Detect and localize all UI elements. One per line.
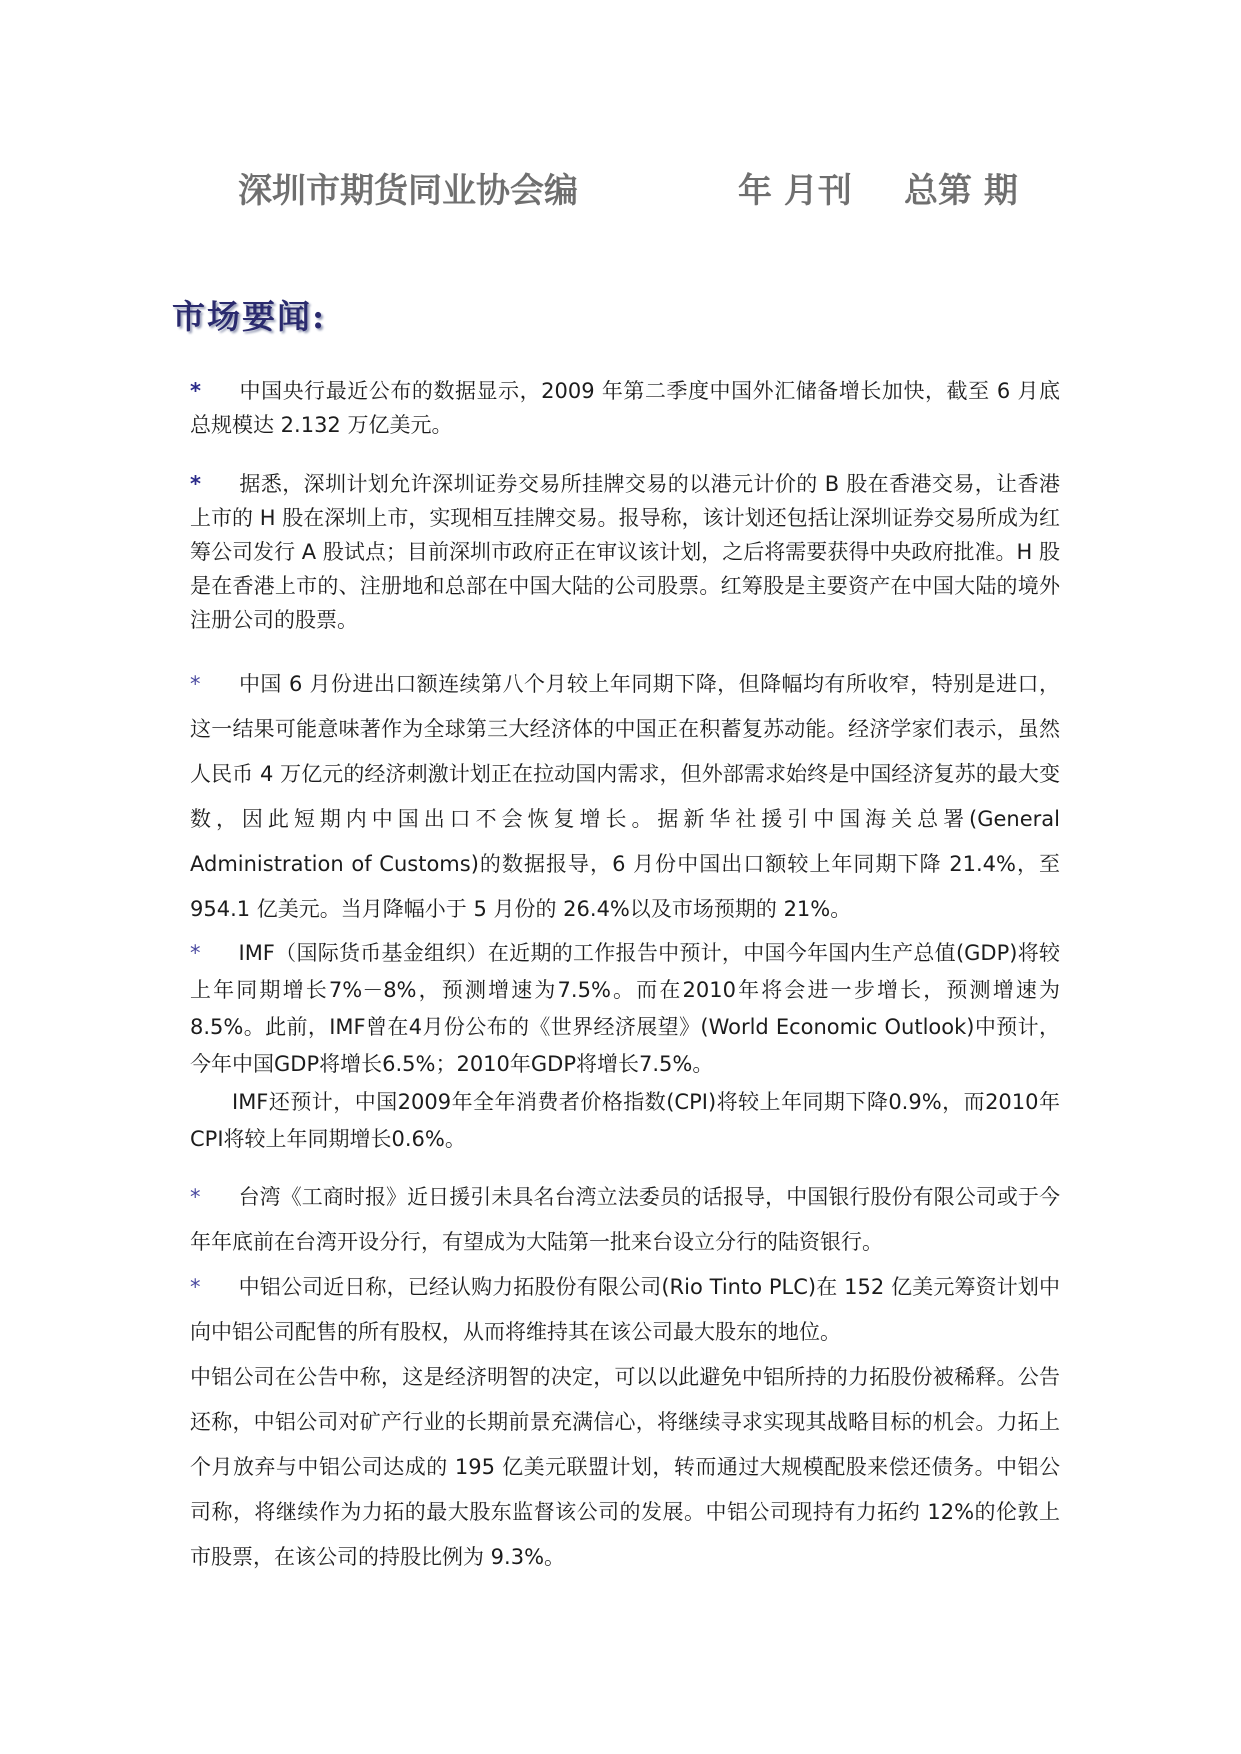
bullet-star-icon: * (190, 1185, 201, 1209)
header-org: 深圳市期货同业协会编 (238, 171, 578, 211)
news-item-6 (190, 1265, 1060, 1355)
news-item-5 (190, 1175, 1060, 1265)
header-issue: 总第 期 (904, 171, 1018, 211)
news-item-1 (190, 374, 1060, 442)
news-item-text: 中国央行最近公布的数据显示，2009 年第二季度中国外汇储备增长加快，截至 6 月底总规模达 2.132 万亿美元。 (190, 379, 1060, 437)
news-item-3 (190, 662, 1060, 932)
news-item-6-continued (190, 1355, 1060, 1580)
news-item-text: IMF（国际货币基金组织）在近期的工作报告中预计，中国今年国内生产总值(GDP)将较上年同期增长7%－8%，预测增速为7.5%。而在2010年将会进一步增长，预测增速为8.5%。此前，IMF曾在4月份公布的《世界经济展望》(World Economic Outlook)中预计，今年中国GDP将增长6.5%；2010年GDP将增长7.5%。 (190, 941, 1060, 1076)
news-item-text: 据悉，深圳计划允许深圳证券交易所挂牌交易的以港元计价的 B 股在香港交易，让香港上市的 H 股在深圳上市，实现相互挂牌交易。报导称，该计划还包括让深圳证券交易所成为红筹公司发行 A 股试点；目前深圳市政府正在审议该计划，之后将需要获得中央政府批准。H 股是在香港上市的、注册地和总部在中国大陆的公司股票。红筹股是主要资产在中国大陆的境外注册公司的股票。 (190, 472, 1060, 632)
news-item-text: 中铝公司在公告中称，这是经济明智的决定，可以以此避免中铝所持的力拓股份被稀释。公告还称，中铝公司对矿产行业的长期前景充满信心，将继续寻求实现其战略目标的机会。力拓上个月放弃与中铝公司达成的 195 亿美元联盟计划，转而通过大规模配股来偿还债务。中铝公司称，将继续作为力拓的最大股东监督该公司的发展。中铝公司现持有力拓约 12%的伦敦上市股票，在该公司的持股比例为 9.3%。 (190, 1365, 1060, 1569)
news-item-4 (190, 935, 1060, 1083)
bullet-star-icon: * (190, 941, 201, 965)
news-item-4-continued (190, 1084, 1060, 1158)
news-item-2 (190, 467, 1060, 637)
section-title: 市场要闻: (172, 297, 327, 336)
news-item-text: IMF还预计，中国2009年全年消费者价格指数(CPI)将较上年同期下降0.9%，而2010年CPI将较上年同期增长0.6%。 (190, 1090, 1060, 1151)
header-month: 年 月刊 (738, 171, 852, 211)
bullet-star-icon: * (190, 1275, 201, 1299)
newsletter-header (238, 163, 1058, 213)
bullet-star-icon: * (190, 672, 201, 696)
news-item-text: 中国 6 月份进出口额连续第八个月较上年同期下降，但降幅均有所收窄，特别是进口，这一结果可能意味著作为全球第三大经济体的中国正在积蓄复苏动能。经济学家们表示，虽然人民币 4 万亿元的经济刺激计划正在拉动国内需求，但外部需求始终是中国经济复苏的最大变数，因此短期内中国出口不会恢复增长。据新华社援引中国海关总署(General Administration of Customs)的数据报导，6 月份中国出口额较上年同期下降 21.4%，至 954.1 亿美元。当月降幅小于 5 月份的 26.4%以及市场预期的 21%。 (190, 672, 1060, 921)
bullet-star-icon: * (190, 472, 201, 496)
news-item-text: 中铝公司近日称，已经认购力拓股份有限公司(Rio Tinto PLC)在 152 亿美元筹资计划中向中铝公司配售的所有股权，从而将维持其在该公司最大股东的地位。 (190, 1275, 1060, 1344)
bullet-star-icon: * (190, 379, 201, 403)
news-item-text: 台湾《工商时报》近日援引未具名台湾立法委员的话报导，中国银行股份有限公司或于今年年底前在台湾开设分行，有望成为大陆第一批来台设立分行的陆资银行。 (190, 1185, 1060, 1254)
